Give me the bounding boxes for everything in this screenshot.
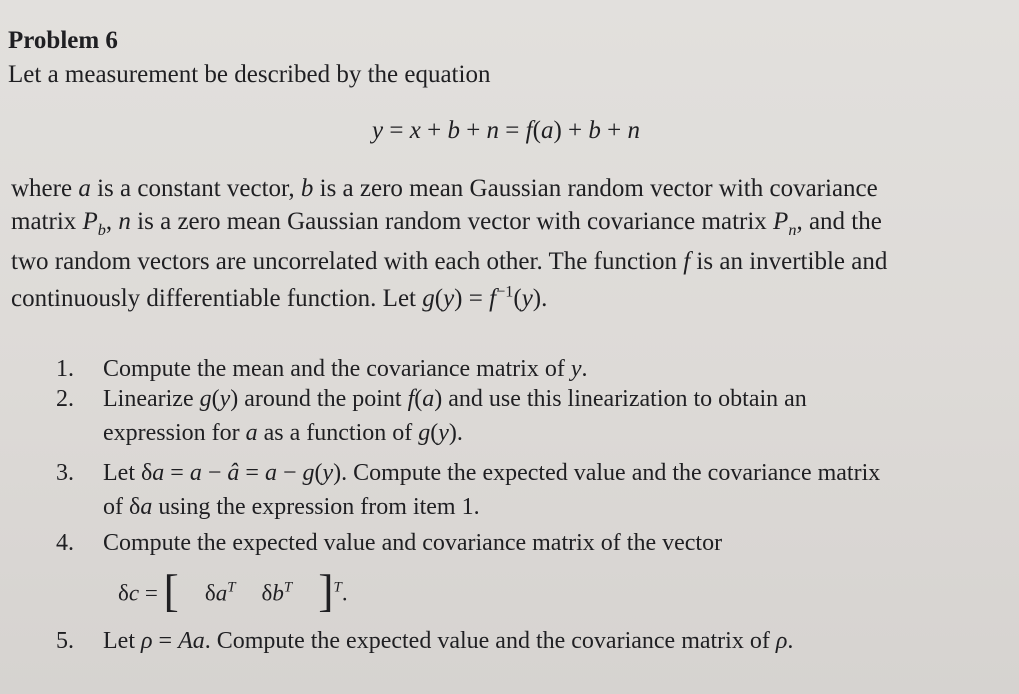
item-3-number: 3.: [56, 460, 74, 486]
item-2-text-line-2: expression for a as a function of g(y).: [103, 420, 463, 446]
item-1-text: Compute the mean and the covariance matrix of y.: [103, 356, 588, 382]
item-4-text-line-1: Compute the expected value and covariance matrix of the vector: [103, 530, 723, 556]
item-5-number: 5.: [56, 628, 74, 654]
intro-text: Let a measurement be described by the equation: [8, 61, 491, 88]
paragraph-line-2: matrix $P_b$, n is a zero mean Gaussian random vector with covariance matrix $P_n$, and the: [11, 208, 882, 239]
item-3-text-line-1: Let δa = a − â = a − g(y). Compute the expected value and the covariance matrix: [103, 460, 881, 486]
delta-c-formula: δc = [ $\delta a^T$ $\delta b^T$ ]$^T$.: [118, 565, 348, 616]
item-1-number: 1.: [56, 356, 74, 382]
item-2-number: 2.: [56, 386, 74, 412]
item-5-text: Let ρ = Aa. Compute the expected value and the covariance matrix of ρ.: [103, 628, 794, 654]
problem-title: Problem 6: [8, 27, 118, 54]
paragraph-line-3: two random vectors are uncorrelated with each other. The function f is an invertible and: [11, 248, 888, 275]
measurement-equation: y = x + b + n = f(a) + b + n: [372, 117, 640, 144]
item-3-text-line-2: of δa using the expression from item 1.: [103, 494, 480, 520]
paragraph-line-1: where a is a constant vector, b is a zero mean Gaussian random vector with covariance: [11, 175, 878, 202]
item-2-text-line-1: Linearize g(y) around the point f(a) and use this linearization to obtain an: [103, 386, 807, 412]
paragraph-line-4: continuously differentiable function. Let $g(y) = f^{-1}(y)$.: [11, 282, 548, 312]
item-4-number: 4.: [56, 530, 74, 556]
